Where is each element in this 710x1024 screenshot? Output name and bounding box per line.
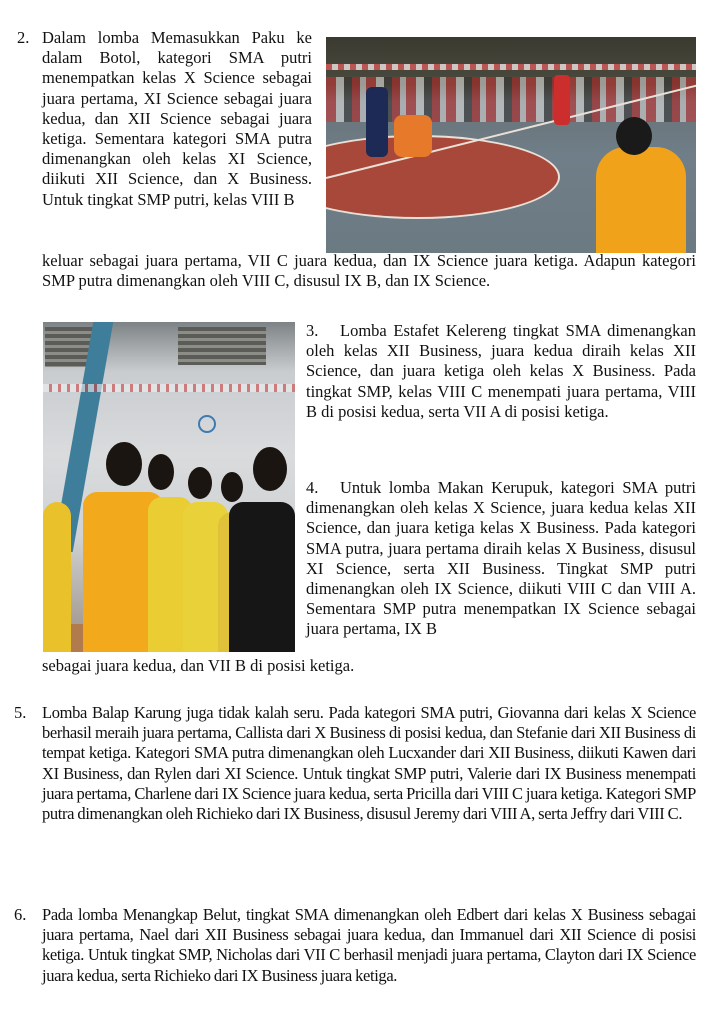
photo-students-yellow-shirts [43, 322, 295, 652]
student-head [148, 454, 174, 490]
item-5-number: 5. [14, 703, 27, 722]
item-2-number: 2. [17, 28, 30, 47]
item-4-text-full: sebagai juara kedua, dan VII B di posisi ketiga. [42, 656, 355, 675]
item-5-text: Lomba Balap Karung juga tidak kalah seru. Pada kategori SMA putri, Giovanna dari kelas X Science berhasil meraih juara pertama, Callista dari X Business di posisi kedua, dan Stefanie dari XII Business di tempat ketiga. Kategori SMA putra dimenangkan oleh Lucxander dari XII Business, diikuti Kawen dari XI Business, dan Rylen dari XI Science. Untuk tingkat SMP putri, Valerie dari IX Business menempati juara pertama, Charlene dari IX Science juara kedua, serta Pricilla dari VIII C juara ketiga. Kategori SMP putra dimenangkan oleh Richieko dari IX Business, disusul Jeremy dari VIII A, serta Jeffry dari VIII C. [42, 703, 696, 824]
item-2-text-full: keluar sebagai juara pertama, VII C juara kedua, dan IX Science juara ketiga. Adapun kategori SMP putra dimenangkan oleh VIII C, disusul IX B, dan IX Science. [42, 251, 696, 291]
item-3-number: 3. [306, 321, 319, 340]
student-crouching-yellow [596, 147, 686, 253]
item-2-text-wrapped: Dalam lomba Memasukkan Paku ke dalam Botol, kategori SMA putri menempatkan kelas X Science sebagai juara pertama, XI Science sebagai juara kedua, dan XII Science sebagai juara ketiga. Sementara kategori SMA putra dimenangkan oleh kelas XI Science, diikuti XII Science, dan X Business. Untuk tingkat SMP putri, kelas VIII B [42, 28, 312, 209]
photo-marble-competition [326, 37, 696, 253]
item-6-number: 6. [14, 905, 27, 924]
student-head [106, 442, 142, 486]
bunting-decoration [326, 64, 696, 70]
student-head [253, 447, 287, 491]
wall-logo [198, 415, 216, 433]
student-red-shirt [554, 75, 570, 125]
bunting-decoration [43, 384, 295, 392]
student-head [188, 467, 212, 499]
item-4-text-wrapped: Untuk lomba Makan Kerupuk, kategori SMA putri dimenangkan oleh kelas X Science, juara kedua kelas XII Science, dan juara ketiga kelas X Business. Pada kategori SMA putra, juara pertama diraih kelas X Business, disusul XI Science, serta XII Business. Tingkat SMP putri dimenangkan oleh IX Science, diikuti VIII C dan VIII A. Sementara SMP putra menempatkan IX Science sebagai juara pertama, IX B [306, 478, 696, 639]
student-head [221, 472, 243, 502]
item-4-number: 4. [306, 478, 319, 497]
student-head [616, 117, 652, 155]
wall-vent [178, 327, 266, 365]
student-crouching-orange [394, 115, 432, 157]
student-black-shirt [229, 502, 295, 652]
item-6-text: Pada lomba Menangkap Belut, tingkat SMA dimenangkan oleh Edbert dari kelas X Business sebagai juara pertama, Nael dari XII Business sebagai juara kedua, dan Immanuel dari XII Science di posisi ketiga. Untuk tingkat SMP, Nicholas dari VII C berhasil menjadi juara pertama, Clayton dari IX Science juara kedua, serta Richieko dari IX Business juara ketiga. [42, 905, 696, 985]
student-standing [366, 87, 388, 157]
item-3-text: Lomba Estafet Kelereng tingkat SMA dimenangkan oleh kelas XII Business, juara kedua diraih kelas XII Science, dan juara ketiga oleh kelas X Business. Pada tingkat SMP, kelas VIII C menempati juara pertama, VIII B di posisi kedua, serta VII A di posisi ketiga. [306, 321, 696, 421]
student [43, 502, 71, 652]
